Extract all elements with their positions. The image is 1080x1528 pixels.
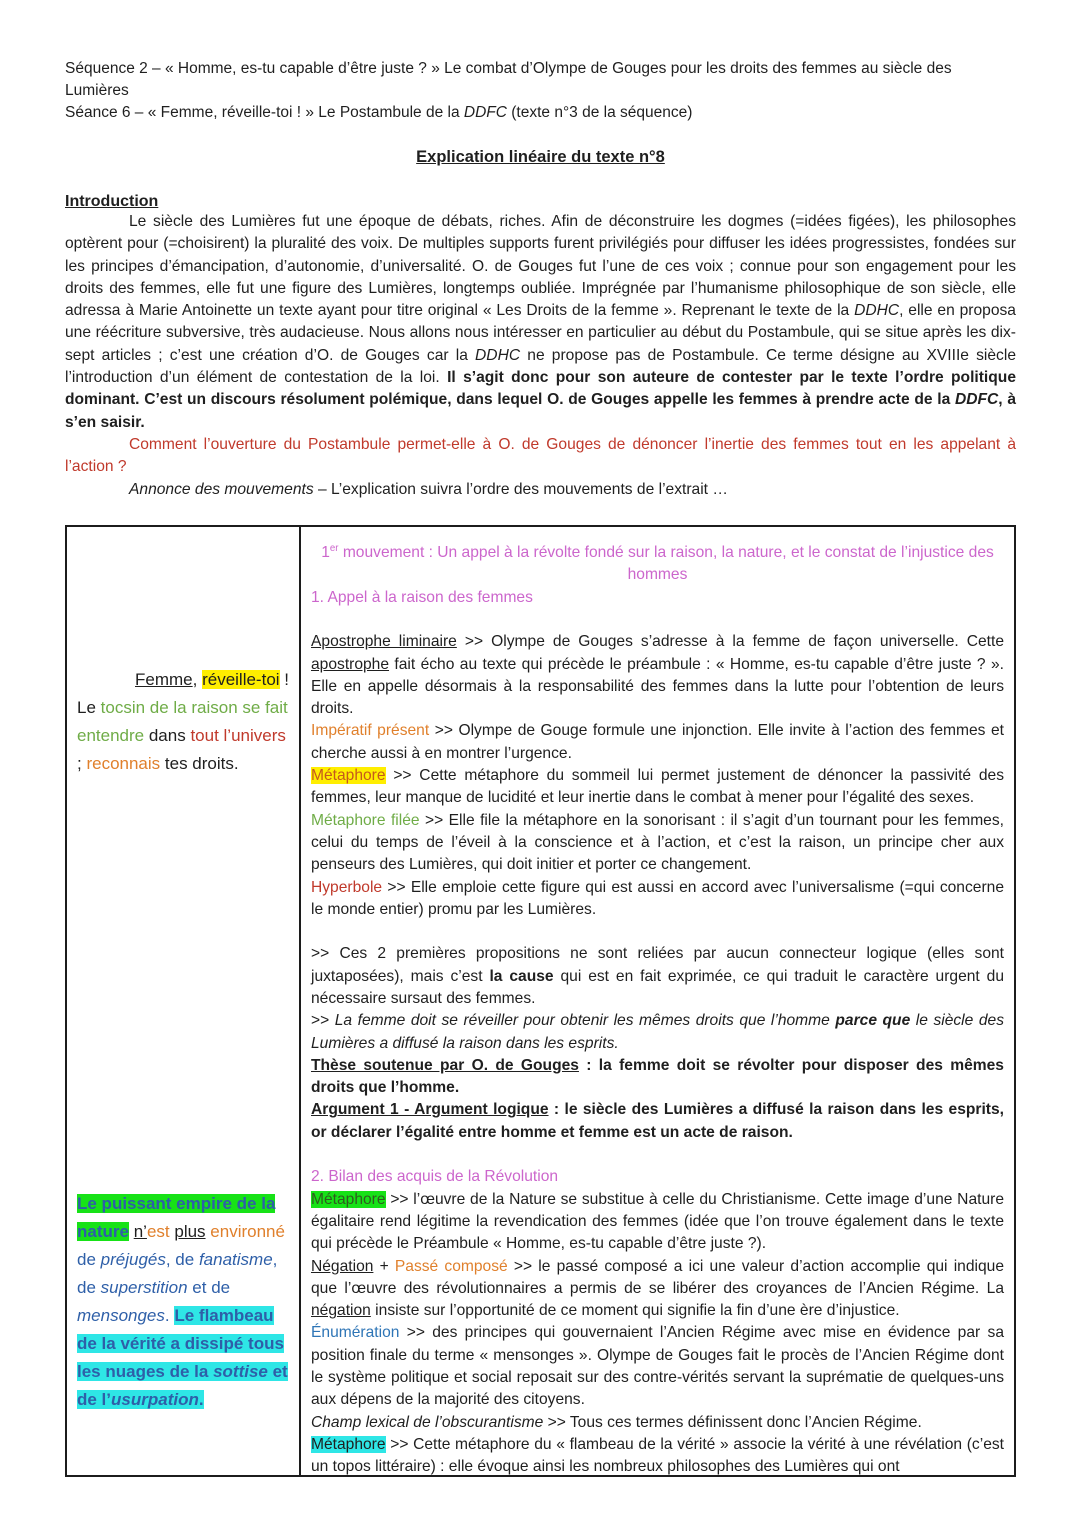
- analysis-table: [65, 525, 1016, 1477]
- analysis-metaphore-sommeil: Métaphore >> Cette métaphore du sommeil lui permet justement de dénoncer la passivité des femmes, leur manque de lucidité et leur inertie dans le combat à mener pour l’égalité des sexes.: [311, 767, 1004, 807]
- quote-femme-reveille-toi: Femme, réveille-toi ! Le tocsin de la raison se fait entendre dans tout l’univers ; reconnais tes droits.: [77, 669, 290, 773]
- analysis-reformulation: >> La femme doit se réveiller pour obtenir les mêmes droits que l’homme parce que le siècle des Lumières a diffusé la raison dans les esprits.: [311, 1012, 1004, 1052]
- analysis-enumeration: Énumération >> des principes qui gouvernaient l’Ancien Régime avec mise en évidence par sa position finale du terme « mensonges ». Olympe de Gouges fait le procès de l’Ancien Régime dont le système politique et social reposait sur des contre-vérités servant la suprématie de quelques-uns aux dépens de la majorité des citoyens.: [311, 1324, 1004, 1409]
- sequence-header-line: Séquence 2 – « Homme, es-tu capable d’être juste ? » Le combat d’Olympe de Gouges pour les droits des femmes au siècle des Lumières: [65, 60, 952, 99]
- analysis-argument-1: Argument 1 - Argument logique : le siècle des Lumières a diffusé la raison dans les esprits, or déclarer l’égalité entre homme et femme est un acte de raison.: [311, 1101, 1004, 1141]
- analysis-metaphore-flambeau: Métaphore >> Cette métaphore du « flambeau de la vérité » associe la vérité à une révélation (c’est un topos littéraire) : elle évoque ainsi les nombreux philosophes des Lumières qui ont: [311, 1435, 1004, 1476]
- analysis-these: Thèse soutenue par O. de Gouges : la femme doit se révolter pour disposer des mêmes droits que l’homme.: [311, 1056, 1004, 1097]
- subsection-1-heading: 1. Appel à la raison des femmes: [311, 588, 533, 606]
- analysis-negation-passe-compose: Négation + Passé composé >> le passé composé a ici une valeur d’action accomplie qui indique que l’œuvre des révolutionnaires a permis de se libérer des croyances de l’Ancien Régime. La négation insiste sur l’opportunité de ce moment qui signifie la fin d’une ère d’injustice.: [311, 1257, 1004, 1320]
- analysis-imperatif-present: Impératif présent >> Olympe de Gouge formule une injonction. Elle invite à l’action des femmes et cherche aussi à en montrer l’urgence.: [311, 722, 1004, 762]
- analysis-apostrophe-liminaire: Apostrophe liminaire >> Olympe de Gouges s’adresse à la femme de façon universelle. Cette apostrophe fait écho au texte qui précède le préambule : « Homme, es-tu capable d’être juste ? ». Elle en appelle désormais à la responsabilité des femmes dans la lutte pour l’obtention de leurs droits.: [311, 633, 1004, 718]
- analysis-metaphore-nature: Métaphore >> l’œuvre de la Nature se substitue à celle du Christianisme. Cette image d’une Nature égalitaire rend légitime la revendication des femmes (idée que l’on trouve également dans le texte qui précède le Préambule « Homme, es-tu capable d’être juste ?).: [311, 1190, 1004, 1253]
- movement-1-heading: 1er mouvement : Un appel à la révolte fondé sur la raison, la nature, et le constat de l’injustice des hommes: [321, 542, 994, 584]
- introduction-paragraph: Le siècle des Lumières fut une époque de débats, riches. Afin de déconstruire les dogmes (=idées figées), les philosophes optèrent pour (=choisirent) la pluralité des voix. De multiples supports furent privilégiés pour diffuser les idées progressistes, fondées sur les principes d’émancipation, d’autonomie, d’universalité. O. de Gouges fut l’une de ces voix ; connue pour son engagement pour les droits des femmes, elle fut une figure des Lumières, longtemps oubliée. Imprégnée par l’humanisme philosophique de son siècle, elle adressa à Marie Antoinette un texte ayant pour titre original « Les Droits de la femme ». Reprenant le texte de la DDHC, elle en proposa une réécriture subversive, très audacieuse. Nous allons nous intéresser en particulier au début du Postambule, qui se situe après les dix-sept articles ; c’est une création d’O. de Gouges car la DDHC ne propose pas de Postambule. Ce terme désigne au XVIIIe siècle l’introduction d’un élément de contestation de la loi. Il s’agit donc pour son auteure de contester par le texte l’ordre politique dominant. C’est un discours résolument polémique, dans lequel O. de Gouges appelle les femmes à prendre acte de la DDFC, à s’en saisir.: [65, 213, 1017, 431]
- analysis-champ-lexical: Champ lexical de l’obscurantisme >> Tous ces termes définissent donc l’Ancien Régime.: [311, 1413, 922, 1431]
- document-title: Explication linéaire du texte n°8: [416, 148, 665, 166]
- analysis-juxtaposition: >> Ces 2 premières propositions ne sont reliées par aucun connecteur logique (elles sont juxtaposées), mais c’est la cause qui est en fait exprimée, ce qui traduit le caractère urgent du nécessaire sursaut des femmes.: [311, 945, 1005, 1007]
- analysis-metaphore-filee: Métaphore filée >> Elle file la métaphore en la sonorisant : il s’agit d’un tournant pour les femmes, celui du temps de l’éveil à la conscience et à l’action, et c’est la raison, un principe cher aux penseurs des Lumières, qui doit initier et porter ce changement.: [311, 811, 1004, 874]
- introduction-heading: Introduction: [65, 193, 159, 210]
- quote-puissant-empire: Le puissant empire de la nature n’est plus environné de préjugés, de fanatisme, de superstition et de mensonges. Le flambeau de la vérité a dissipé tous les nuages de la sottise et de l’usurpation.: [77, 1193, 288, 1409]
- analysis-hyperbole: Hyperbole >> Elle emploie cette figure qui est aussi en accord avec l’universalisme (=qui concerne le monde entier) promu par les Lumières.: [311, 878, 1004, 918]
- seance-header-line: Séance 6 – « Femme, réveille-toi ! » Le Postambule de la DDFC (texte n°3 de la séquence): [65, 104, 693, 121]
- quote-column: [67, 527, 301, 1475]
- subsection-2-heading: 2. Bilan des acquis de la Révolution: [311, 1168, 559, 1186]
- problematique-question: Comment l’ouverture du Postambule permet-elle à O. de Gouges de dénoncer l’inertie des femmes tout en les appelant à l’action ?: [65, 435, 1016, 476]
- analysis-column: [301, 527, 1014, 1475]
- annonce-mouvements: Annonce des mouvements – L’explication suivra l’ordre des mouvements de l’extrait …: [129, 480, 728, 498]
